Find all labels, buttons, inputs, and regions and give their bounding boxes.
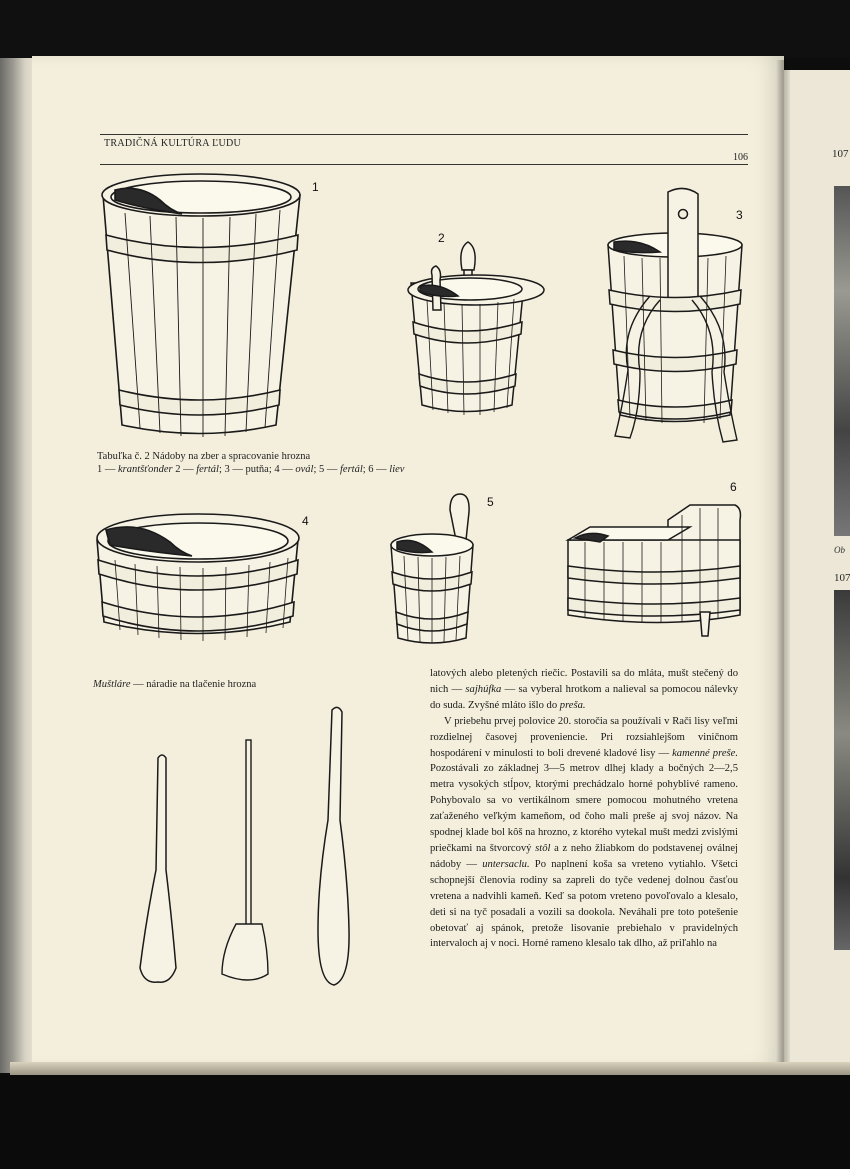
vessel-4-oval [97,514,299,641]
vessel-2-fertal [408,242,544,415]
figure-label-5: 5 [487,495,494,509]
vessel-5-fertal [391,494,473,643]
running-head: TRADIČNÁ KULTÚRA ĽUDU [104,138,242,149]
figure-label-3: 3 [736,208,743,222]
press-tool-1 [140,755,176,982]
paragraph-2: V priebehu prvej polovice 20. storočia sa používali v Rači lisy veľmi rozdielnej časovej proveniencie. Pri rozsiahlejšom viničnom hospodárení v minulosti to boli drevené kladové lisy — kamenné preše. Pozostávali zo základnej 3—5 metrov dlhej klady a bočných 2—2,5 metra vysokých stĺpov, ktorými prechádzalo horné pohyblivé rameno. Pohybovalo sa vo vertikálnom smere pomocou mohutného vretena zaťaženého veľkým kameňom, od čoho mali preše aj svoj názov. Na spodnej klade bol kôš na hrozno, z ktorého vytekal mušt medzi zvislými priečkami na štvorcový stôl a z neho žliabkom do podstavenej oválnej nádoby — untersaclu. Po naplnení koša sa vreteno vytiahlo. Všetci schopnejší členovia rodiny sa zapreli do tyče vedenej dolnou časťou vretena a nadvihli kameň. Keď sa potom vreteno povoľovalo a klesalo, deti si na tyč posadali a vozili sa dookola. Neváhali pre toto potešenie obetovať aj spánok, pretože lisovanie prebiehalo v pravidelných intervaloch aj v noci. Horné rameno klesalo tak dlho, až priľahlo na [430,715,738,950]
page-number: 106 [733,152,748,163]
figure-label-2: 2 [438,231,445,245]
figure-caption-items: 1 — krantšťonder 2 — fertál; 3 — putňa; 4 — ovál; 5 — fertál; 6 — liev [97,464,405,475]
right-page-number: 107 [832,148,849,160]
paragraph-1: latových alebo pletených riečic. Postavili sa do mláta, mušt stečený do nich — sajhúfka — sa vyberal hrotkom a nalieval sa pomocou nálevky do suda. Zvyšné mláto išlo do preša. [430,668,738,711]
right-page-caption-number: 107 [834,572,850,584]
vessel-6-liev [568,505,740,636]
figure-label-1: 1 [312,180,319,194]
press-tool-3 [318,707,349,985]
tool-caption: Muštláre — náradie na tlačenie hrozna [93,679,257,690]
figure-caption [97,450,427,476]
figure-label-4: 4 [302,514,309,528]
right-page-caption: Ob [834,545,845,555]
vessel-1-krantstonder [102,174,300,437]
figure-label-6: 6 [730,480,737,494]
body-text [430,666,738,952]
vessel-3-putna [608,188,742,442]
press-tool-2 [222,740,268,980]
figure-caption-title: Tabuľka č. 2 Nádoby na zber a spracovanie hrozna [97,451,311,462]
